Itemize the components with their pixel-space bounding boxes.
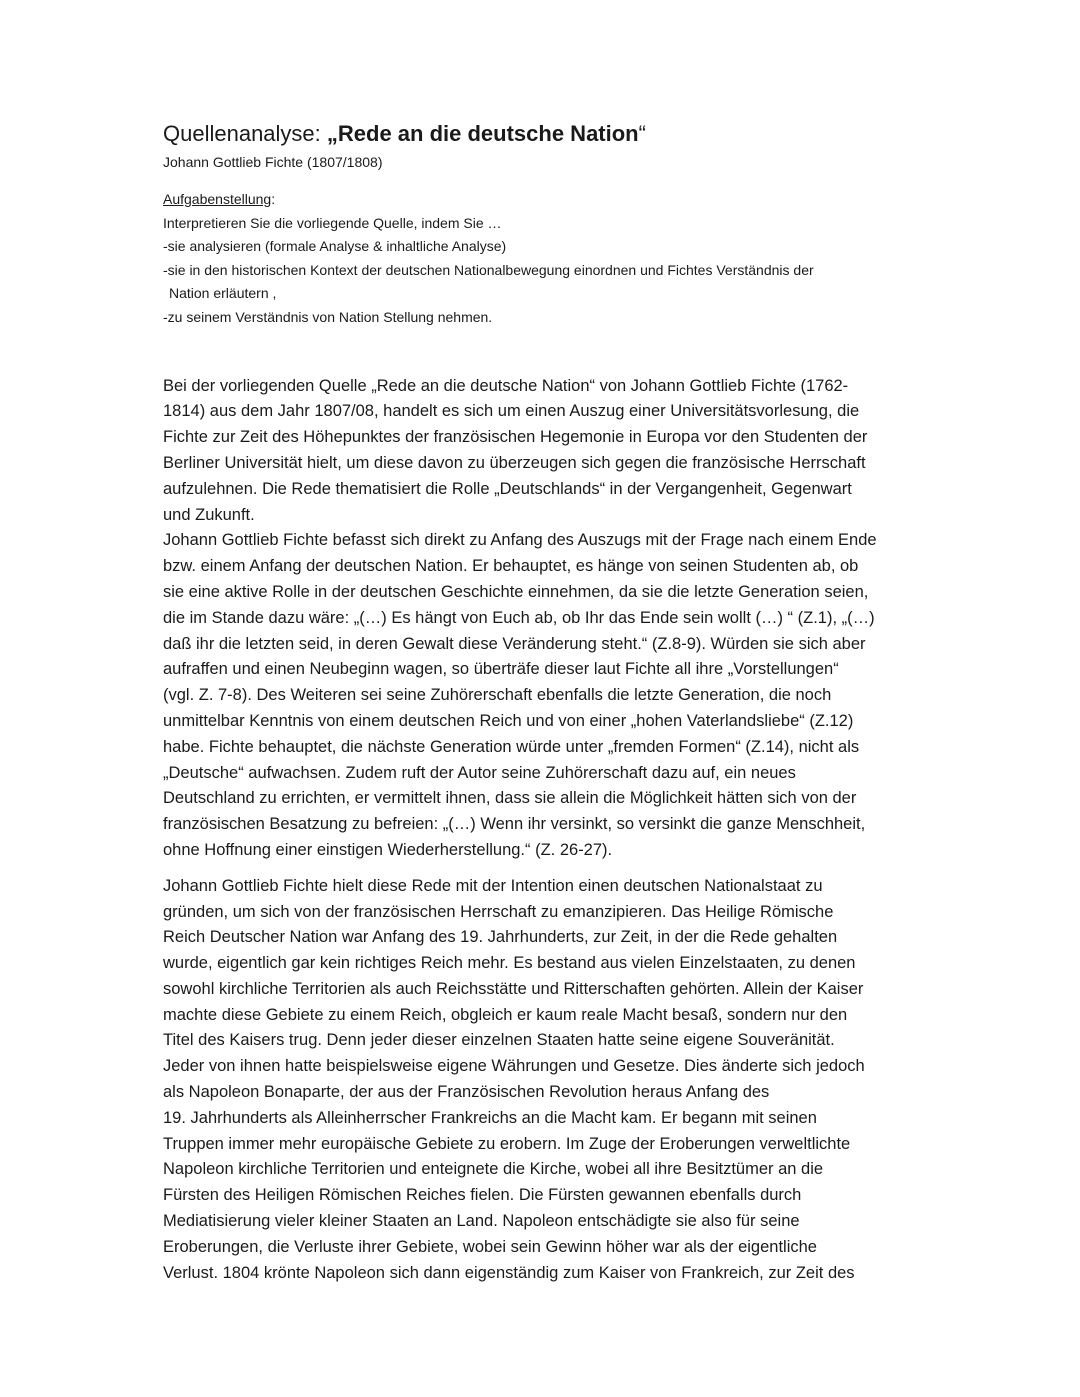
text-line: daß ihr die letzten seid, in deren Gewalt diese Veränderung steht.“ (Z.8-9). Würden sie sich aber [163,634,866,653]
text-line: sie eine aktive Rolle in der deutschen Geschichte einnehmen, da sie die letzte Generation seien, [163,582,869,601]
paragraph-content-analysis [163,528,923,863]
task-line: Nation erläutern , [169,285,277,302]
task-heading: Aufgabenstellung [163,191,272,207]
task-line: -sie analysieren (formale Analyse & inhaltliche Analyse) [163,238,507,255]
text-line: als Napoleon Bonaparte, der aus der Französischen Revolution heraus Anfang des [163,1083,770,1102]
text-line: Verlust. 1804 krönte Napoleon sich dann eigenständig zum Kaiser von Frankreich, zur Zeit des [163,1263,855,1282]
text-line: Johann Gottlieb Fichte hielt diese Rede mit der Intention einen deutschen Nationalstaat zu [163,876,823,895]
text-line: Bei der vorliegenden Quelle „Rede an die deutsche Nation“ von Johann Gottlieb Fichte (1762- [163,376,849,395]
text-line: sowohl kirchliche Territorien als auch Reichsstätte und Ritterschaften gehörten. Allein der Kaiser [163,979,864,998]
text-line: Titel des Kaisers trug. Denn jeder dieser einzelnen Staaten hatte seine eigene Souveränität. [163,1031,835,1050]
text-line: „Deutsche“ aufwachsen. Zudem ruft der Autor seine Zuhörerschaft dazu auf, ein neues [163,763,796,782]
document-page [163,118,923,1286]
text-line: Johann Gottlieb Fichte befasst sich direkt zu Anfang des Auszugs mit der Frage nach einem Ende [163,531,877,550]
text-line: ohne Hoffnung einer einstigen Wiederherstellung.“ (Z. 26-27). [163,840,613,859]
text-line: Berliner Universität hielt, um diese davon zu überzeugen sich gegen die französische Herrschaft [163,453,866,472]
text-line: bzw. einem Anfang der deutschen Nation. Er behauptet, es hänge von seinen Studenten ab, ob [163,557,859,576]
text-line: die im Stande dazu wäre: „(…) Es hängt von Euch ab, ob Ihr das Ende sein wollt (…) “ (Z.1), „(…) [163,608,875,627]
text-line: Fürsten des Heiligen Römischen Reiches fielen. Die Fürsten gewannen ebenfalls durch [163,1186,802,1205]
text-line: aufzulehnen. Die Rede thematisiert die Rolle „Deutschlands“ in der Vergangenheit, Gegenwart [163,479,852,498]
analysis-body [163,374,923,1287]
text-line: französischen Besatzung zu befreien: „(…) Wenn ihr versinkt, so versinkt die ganze Menschheit, [163,815,866,834]
text-line: (vgl. Z. 7-8). Des Weiteren sei seine Zuhörerschaft ebenfalls die letzte Generation, die noch [163,686,832,705]
text-line: Eroberungen, die Verluste ihrer Gebiete, wobei sein Gewinn höher war als der eigentliche [163,1237,817,1256]
title-prefix: Quellenanalyse: [163,121,327,146]
title-suffix: “ [638,121,646,146]
document-title [163,118,923,150]
text-line: Deutschland zu errichten, er vermittelt ihnen, dass sie allein die Möglichkeit hätten sich von der [163,789,857,808]
text-line: machte diese Gebiete zu einem Reich, obgleich er kaum reale Macht besaß, sondern nur den [163,1005,848,1024]
text-line: Fichte zur Zeit des Höhepunktes der französischen Hegemonie in Europa vor den Studenten der [163,428,868,447]
text-line: Truppen immer mehr europäische Gebiete zu erobern. Im Zuge der Eroberungen verweltlichte [163,1134,851,1153]
text-line: Jeder von ihnen hatte beispielsweise eigene Währungen und Gesetze. Dies änderte sich jedoch [163,1057,865,1076]
text-line: gründen, um sich von der französischen Herrschaft zu emanzipieren. Das Heilige Römische [163,902,834,921]
text-line: 19. Jahrhunderts als Alleinherrscher Frankreichs an die Macht kam. Er begann mit seinen [163,1108,817,1127]
text-line: 1814) aus dem Jahr 1807/08, handelt es sich um einen Auszug einer Universitätsvorlesung, die [163,402,860,421]
text-line: Reich Deutscher Nation war Anfang des 19. Jahrhunderts, zur Zeit, in der die Rede gehalten [163,928,838,947]
paragraph-historical-context [163,874,923,1287]
text-line: unmittelbar Kenntnis von einem deutschen Reich und von einer „hohen Vaterlandsliebe“ (Z.12) [163,711,854,730]
task-line: -zu seinem Verständnis von Nation Stellung nehmen. [163,308,493,325]
task-heading-line [163,188,923,212]
task-line: Interpretieren Sie die vorliegende Quelle, indem Sie … [163,214,502,231]
document-subtitle: Johann Gottlieb Fichte (1807/1808) [163,154,383,170]
text-line: Mediatisierung vieler kleiner Staaten an Land. Napoleon entschädigte sie also für seine [163,1212,800,1231]
text-line: Napoleon kirchliche Territorien und enteignete die Kirche, wobei all ihre Besitztümer an die [163,1160,824,1179]
task-section [163,188,923,330]
title-bold: „Rede an die deutsche Nation [326,121,639,146]
task-line: -sie in den historischen Kontext der deutschen Nationalbewegung einordnen und Fichtes Verständnis der [163,261,814,278]
task-heading-suffix: : [271,191,276,207]
text-line: wurde, eigentlich gar kein richtiges Reich mehr. Es bestand aus vielen Einzelstaaten, zu denen [163,954,856,973]
text-line: habe. Fichte behauptet, die nächste Generation würde unter „fremden Formen“ (Z.14), nicht als [163,737,860,756]
paragraph-intro [163,374,923,529]
text-line: und Zukunft. [163,505,255,524]
text-line: aufraffen und einen Neubeginn wagen, so überträfe dieser laut Fichte all ihre „Vorstellungen“ [163,660,839,679]
